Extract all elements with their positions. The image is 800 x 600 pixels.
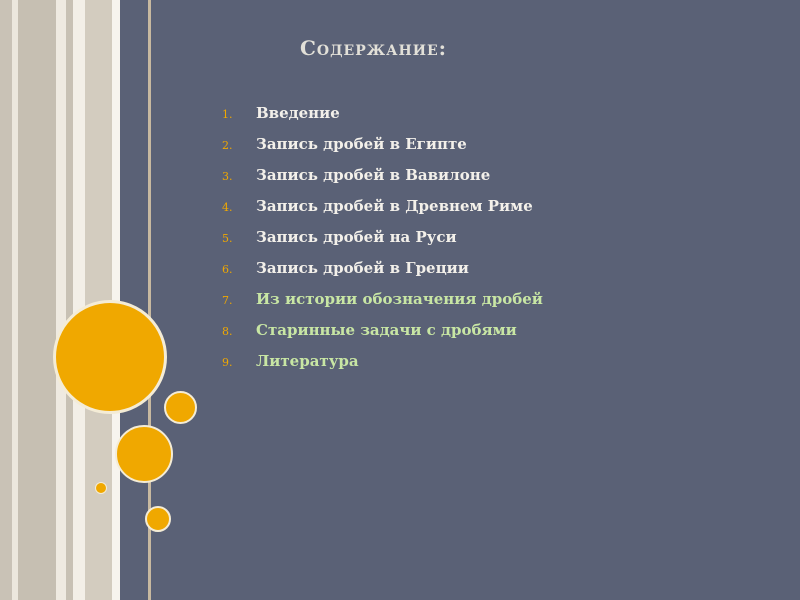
item-label: Запись дробей в Греции	[256, 259, 469, 277]
item-number: 5.	[222, 232, 233, 245]
decor-stripe	[73, 0, 85, 600]
item-number: 8.	[222, 325, 233, 338]
item-number: 7.	[222, 294, 233, 307]
decor-stripe	[56, 0, 66, 600]
item-label: Старинные задачи с дробями	[256, 321, 517, 339]
list-item[interactable]	[222, 352, 543, 383]
item-number: 9.	[222, 356, 233, 369]
list-item[interactable]	[222, 321, 543, 352]
item-number: 2.	[222, 139, 233, 152]
list-item[interactable]	[222, 197, 543, 228]
item-number: 1.	[222, 108, 233, 121]
item-label: Литература	[256, 352, 359, 370]
decor-stripe	[0, 0, 12, 600]
item-label: Из истории обозначения дробей	[256, 290, 543, 308]
contents-list	[222, 104, 543, 383]
item-label: Введение	[256, 104, 340, 122]
list-item[interactable]	[222, 104, 543, 135]
decor-stripe	[18, 0, 56, 600]
item-number: 6.	[222, 263, 233, 276]
list-item[interactable]	[222, 166, 543, 197]
decor-stripe	[66, 0, 73, 600]
decor-circle-large	[53, 300, 167, 414]
item-label: Запись дробей в Древнем Риме	[256, 197, 533, 215]
list-item[interactable]	[222, 135, 543, 166]
decor-circle-medium	[115, 425, 173, 483]
list-item[interactable]	[222, 259, 543, 290]
decor-circle-small	[164, 391, 197, 424]
item-label: Запись дробей на Руси	[256, 228, 457, 246]
decor-circle-tiny	[95, 482, 107, 494]
item-number: 3.	[222, 170, 233, 183]
item-label: Запись дробей в Вавилоне	[256, 166, 491, 184]
list-item[interactable]	[222, 228, 543, 259]
item-label: Запись дробей в Египте	[256, 135, 467, 153]
list-item[interactable]	[222, 290, 543, 321]
decor-circle-small	[145, 506, 171, 532]
slide-title: Содержание:	[300, 36, 448, 60]
item-number: 4.	[222, 201, 233, 214]
